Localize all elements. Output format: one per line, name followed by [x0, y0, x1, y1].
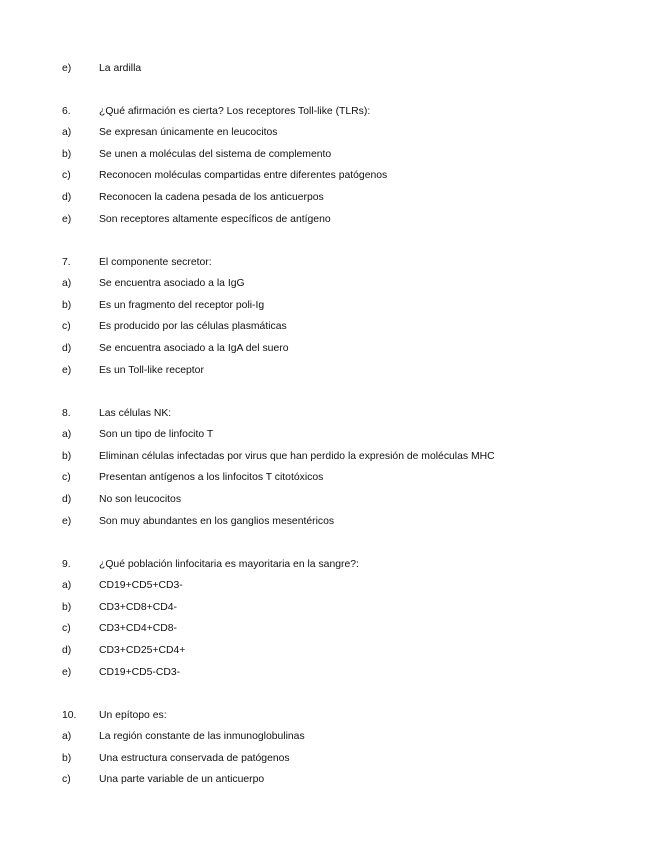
question-text: Un epítopo es:	[99, 710, 167, 721]
option-text: Es un Toll-like receptor	[99, 365, 204, 376]
option-marker: c)	[62, 472, 71, 483]
option-text: CD3+CD4+CD8-	[99, 623, 177, 634]
option-marker: a)	[62, 127, 72, 138]
question-text: El componente secretor:	[99, 257, 212, 268]
option-text: Se expresan únicamente en leucocitos	[99, 127, 278, 138]
option-text: Una estructura conservada de patógenos	[99, 753, 290, 764]
option-marker: d)	[62, 343, 72, 354]
option-marker: a)	[62, 731, 72, 742]
question-number: 8.	[62, 408, 71, 419]
option-marker: a)	[62, 278, 72, 289]
question-text: ¿Qué afirmación es cierta? Los receptores Toll-like (TLRs):	[99, 106, 371, 117]
option-marker: b)	[62, 753, 72, 764]
option-marker: b)	[62, 149, 72, 160]
option-text: Se encuentra asociado a la IgG	[99, 278, 245, 289]
option-marker: e)	[62, 516, 72, 527]
option-marker: b)	[62, 602, 72, 613]
question-text: Las células NK:	[99, 408, 172, 419]
question-number: 6.	[62, 106, 71, 117]
option-text: Son muy abundantes en los ganglios mesentéricos	[99, 516, 335, 527]
option-text: CD19+CD5+CD3-	[99, 580, 183, 591]
option-text: Una parte variable de un anticuerpo	[99, 774, 265, 785]
option-marker: a)	[62, 429, 72, 440]
option-marker: d)	[62, 192, 72, 203]
option-marker: d)	[62, 494, 72, 505]
question-text: ¿Qué población linfocitaria es mayoritaria en la sangre?:	[99, 559, 359, 570]
option-text: No son leucocitos	[99, 494, 182, 505]
option-text: Se encuentra asociado a la IgA del suero	[99, 343, 289, 354]
option-text: Es un fragmento del receptor poli-Ig	[99, 300, 265, 311]
option-marker: e)	[62, 667, 72, 678]
question-number: 9.	[62, 559, 71, 570]
option-marker: c)	[62, 623, 71, 634]
option-text: La región constante de las inmunoglobulinas	[99, 731, 305, 742]
option-marker: d)	[62, 645, 72, 656]
option-text: CD3+CD25+CD4+	[99, 645, 186, 656]
option-text: Se unen a moléculas del sistema de complemento	[99, 149, 332, 160]
option-text: Es producido por las células plasmáticas	[99, 321, 287, 332]
option-marker: e)	[62, 63, 72, 74]
question-number: 7.	[62, 257, 71, 268]
option-text: Presentan antígenos a los linfocitos T citotóxicos	[99, 472, 324, 483]
option-text: Reconocen moléculas compartidas entre diferentes patógenos	[99, 170, 388, 181]
option-marker: e)	[62, 214, 72, 225]
option-marker: c)	[62, 170, 71, 181]
option-text: Son un tipo de linfocito T	[99, 429, 214, 440]
question-number: 10.	[62, 710, 77, 721]
option-text: Reconocen la cadena pesada de los anticuerpos	[99, 192, 324, 203]
option-marker: b)	[62, 451, 72, 462]
option-marker: a)	[62, 580, 72, 591]
option-marker: e)	[62, 365, 72, 376]
option-text: CD3+CD8+CD4-	[99, 602, 177, 613]
option-text: Eliminan células infectadas por virus que han perdido la expresión de moléculas MHC	[99, 451, 495, 462]
option-marker: b)	[62, 300, 72, 311]
option-marker: c)	[62, 321, 71, 332]
option-text: CD19+CD5-CD3-	[99, 667, 181, 678]
option-text: La ardilla	[99, 63, 142, 74]
option-marker: c)	[62, 774, 71, 785]
option-text: Son receptores altamente específicos de antígeno	[99, 214, 331, 225]
